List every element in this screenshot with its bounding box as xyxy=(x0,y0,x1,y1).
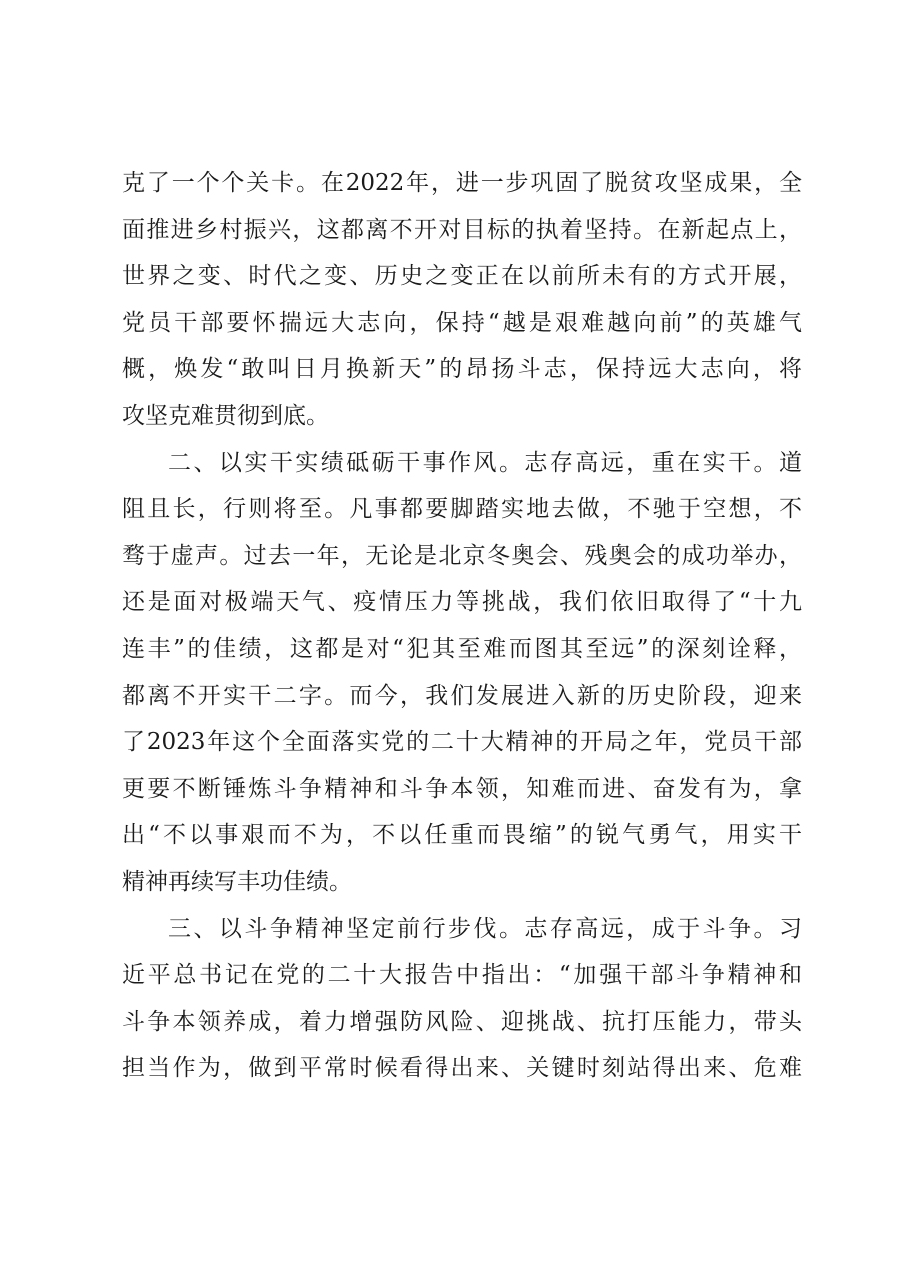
text-line: 近平总书记在党的二十大报告中指出：“加强干部斗争精神和 xyxy=(122,962,802,989)
text-line: 克了一个个关卡。在2022年，进一步巩固了脱贫攻坚成果，全 xyxy=(122,170,802,196)
text-line: 三、以斗争精神坚定前行步伐。志存高远，成于斗争。习 xyxy=(168,915,802,942)
text-line: 攻坚克难贯彻到底。 xyxy=(122,402,329,429)
text-line: 阻且长，行则将至。凡事都要脚踏实地去做，不驰于空想，不 xyxy=(122,496,802,523)
paragraph-2 xyxy=(122,440,802,906)
text-line: 概，焕发“敢叫日月换新天”的昂扬斗志，保持远大志向，将 xyxy=(122,356,802,383)
paragraph-3 xyxy=(122,906,802,1092)
text-line: 二、以实干实绩砥砺干事作风。志存高远，重在实干。道 xyxy=(168,449,802,476)
text-line: 精神再续写丰功佳绩。 xyxy=(122,868,352,895)
text-line: 了2023年这个全面落实党的二十大精神的开局之年，党员干部 xyxy=(122,729,802,756)
text-line: 担当作为，做到平常时候看得出来、关键时刻站得出来、危难 xyxy=(122,1055,802,1082)
document-body xyxy=(122,160,802,1092)
text-line: 出“不以事艰而不为，不以任重而畏缩”的锐气勇气，用实干 xyxy=(122,822,802,849)
text-line: 面推进乡村振兴，这都离不开对目标的执着坚持。在新起点上， xyxy=(122,216,802,243)
text-line: 党员干部要怀揣远大志向，保持“越是艰难越向前”的英雄气 xyxy=(122,309,802,336)
paragraph-1 xyxy=(122,160,802,440)
text-line: 斗争本领养成，着力增强防风险、迎挑战、抗打压能力，带头 xyxy=(122,1008,802,1035)
text-line: 都离不开实干二字。而今，我们发展进入新的历史阶段，迎来 xyxy=(122,682,802,709)
text-line: 骛于虚声。过去一年，无论是北京冬奥会、残奥会的成功举办， xyxy=(122,542,802,569)
text-line: 连丰”的佳绩，这都是对“犯其至难而图其至远”的深刻诠释， xyxy=(122,635,802,662)
text-line: 还是面对极端天气、疫情压力等挑战，我们依旧取得了“十九 xyxy=(122,589,802,616)
text-line: 世界之变、时代之变、历史之变正在以前所未有的方式开展， xyxy=(122,263,802,290)
text-line: 更要不断锤炼斗争精神和斗争本领，知难而进、奋发有为，拿 xyxy=(122,775,802,802)
